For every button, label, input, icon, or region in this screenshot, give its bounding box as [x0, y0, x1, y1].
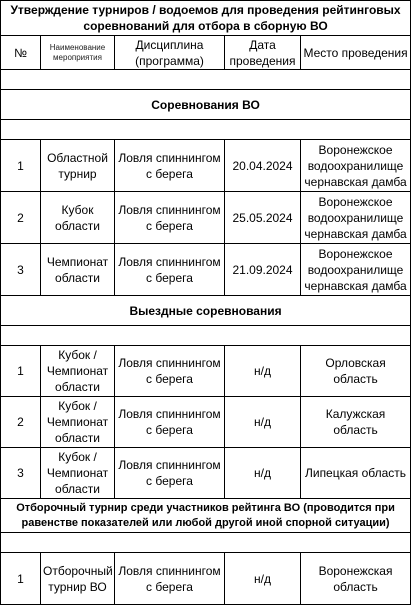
- row-date: н/д: [225, 346, 301, 397]
- row-num: 1: [1, 140, 41, 192]
- spacer-cell: [1, 120, 411, 140]
- spacer-cell: [1, 326, 411, 346]
- row-discipline: Ловля спиннингом с берега: [115, 140, 225, 192]
- row-num: 2: [1, 192, 41, 244]
- row-num: 1: [1, 553, 41, 605]
- header-num: №: [1, 36, 41, 70]
- spacer-cell: [1, 70, 411, 90]
- row-place: Липецкая область: [301, 448, 411, 499]
- row-date: 20.04.2024: [225, 140, 301, 192]
- row-date: н/д: [225, 553, 301, 605]
- row-event: Областной турнир: [41, 140, 115, 192]
- row-place: Калужская область: [301, 397, 411, 448]
- row-place: Воронежская область: [301, 553, 411, 605]
- row-event: Кубок / Чемпионат области: [41, 346, 115, 397]
- row-date: н/д: [225, 397, 301, 448]
- row-date: н/д: [225, 448, 301, 499]
- row-place: Воронежское водоохранилище чернавская дамба: [301, 140, 411, 192]
- row-place: Воронежское водоохранилище чернавская дамба: [301, 192, 411, 244]
- row-event: Чемпионат области: [41, 244, 115, 296]
- spacer-row: [1, 70, 411, 90]
- spacer-row: [1, 533, 411, 553]
- row-discipline: Ловля спиннингом с берега: [115, 553, 225, 605]
- header-discipline: Дисциплина (программа): [115, 36, 225, 70]
- table-title-row: [1, 1, 411, 36]
- table-row: [1, 140, 411, 192]
- row-discipline: Ловля спиннингом с берега: [115, 244, 225, 296]
- spacer-row: [1, 120, 411, 140]
- row-num: 3: [1, 244, 41, 296]
- row-date: 21.09.2024: [225, 244, 301, 296]
- row-discipline: Ловля спиннингом с берега: [115, 192, 225, 244]
- row-date: 25.05.2024: [225, 192, 301, 244]
- table-title: Утверждение турниров / водоемов для проведения рейтинговых соревнований для отбора в сборную ВО: [1, 1, 411, 36]
- row-num: 1: [1, 346, 41, 397]
- section-title-row: [1, 90, 411, 120]
- row-discipline: Ловля спиннингом с берега: [115, 397, 225, 448]
- header-row: [1, 36, 411, 70]
- header-date: Дата проведения: [225, 36, 301, 70]
- row-discipline: Ловля спиннингом с берега: [115, 346, 225, 397]
- section-title: Выездные соревнования: [1, 296, 411, 326]
- table-row: [1, 448, 411, 499]
- row-num: 2: [1, 397, 41, 448]
- row-place: Орловская область: [301, 346, 411, 397]
- table-row: [1, 346, 411, 397]
- header-place: Место проведения: [301, 36, 411, 70]
- section-title-row: [1, 499, 411, 533]
- table-row: [1, 553, 411, 605]
- spacer-cell: [1, 533, 411, 553]
- spacer-row: [1, 326, 411, 346]
- row-event: Кубок / Чемпионат области: [41, 397, 115, 448]
- section-title: Отборочный турнир среди участников рейтинга ВО (проводится при равенстве показателей или любой другой иной спорной ситуации): [1, 499, 411, 533]
- header-event-name: Наименование мероприятия: [41, 36, 115, 70]
- section-title-row: [1, 296, 411, 326]
- table-row: [1, 397, 411, 448]
- table-row: [1, 192, 411, 244]
- section-title: Соревнования ВО: [1, 90, 411, 120]
- row-event: Кубок области: [41, 192, 115, 244]
- row-event: Отборочный турнир ВО: [41, 553, 115, 605]
- row-num: 3: [1, 448, 41, 499]
- row-discipline: Ловля спиннингом с берега: [115, 448, 225, 499]
- row-event: Кубок / Чемпионат области: [41, 448, 115, 499]
- row-place: Воронежское водоохранилище чернавская дамба: [301, 244, 411, 296]
- table-row: [1, 244, 411, 296]
